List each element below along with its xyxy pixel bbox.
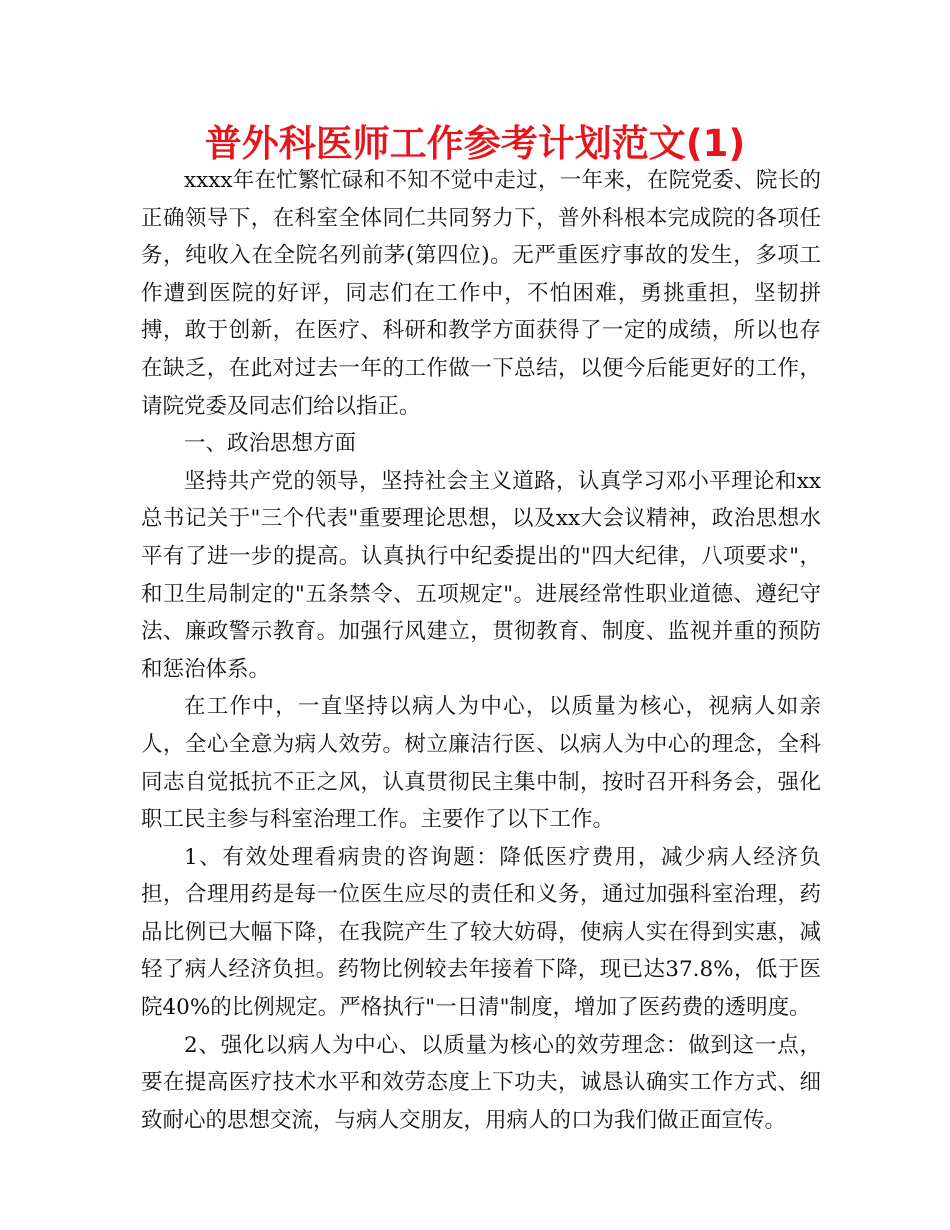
document-body bbox=[141, 162, 821, 1139]
section-heading-political: 一、政治思想方面 bbox=[184, 431, 357, 457]
paragraph-work: 在工作中，一直坚持以病人为中心，以质量为核心，视病人如亲人，全心全意为病人效劳。树立廉洁行医、以病人为中心的理念，全科同志自觉抵抗不正之风，认真贯彻民主集中制，按时召开科务会，强化职工民主参与科室治理工作。主要作了以下工作。 bbox=[141, 694, 821, 833]
paragraph-political: 坚持共产党的领导，坚持社会主义道路，认真学习邓小平理论和xx总书记关于"三个代表"重要理论思想，以及xx大会议精神，政治思想水平有了进一步的提高。认真执行中纪委提出的"四大纪律，八项要求"，和卫生局制定的"五条禁令、五项规定"。进展经常性职业道德、遵纪守法、廉政警示教育。加强行风建立，贯彻教育、制度、监视并重的预防和惩治体系。 bbox=[141, 468, 821, 682]
paragraph-intro: xxxx年在忙繁忙碌和不知不觉中走过，一年来，在院党委、院长的正确领导下，在科室全体同仁共同努力下，普外科根本完成院的各项任务，纯收入在全院名列前茅(第四位)。无严重医疗事故的发生，多项工作遭到医院的好评，同志们在工作中，不怕困难，勇挑重担，坚韧拼搏，敢于创新，在医疗、科研和教学方面获得了一定的成绩，所以也存在缺乏，在此对过去一年的工作做一下总结，以便今后能更好的工作，请院党委及同志们给以指正。 bbox=[141, 168, 821, 419]
paragraph-item-1: 1、有效处理看病贵的咨询题：降低医疗费用，减少病人经济负担，合理用药是每一位医生应尽的责任和义务，通过加强科室治理，药品比例已大幅下降，在我院产生了较大妨碍，使病人实在得到实惠，减轻了病人经济负担。药物比例较去年接着下降，现已达37.8%，低于医院40%的比例规定。严格执行"一日清"制度，增加了医药费的透明度。 bbox=[141, 844, 821, 1021]
paragraph-item-2: 2、强化以病人为中心、以质量为核心的效劳理念：做到这一点，要在提高医疗技术水平和效劳态度上下功夫，诚恳认确实工作方式、细致耐心的思想交流，与病人交朋友，用病人的口为我们做正面宣传。 bbox=[141, 1032, 821, 1133]
document-title: 普外科医师工作参考计划范文(1) bbox=[204, 122, 746, 165]
